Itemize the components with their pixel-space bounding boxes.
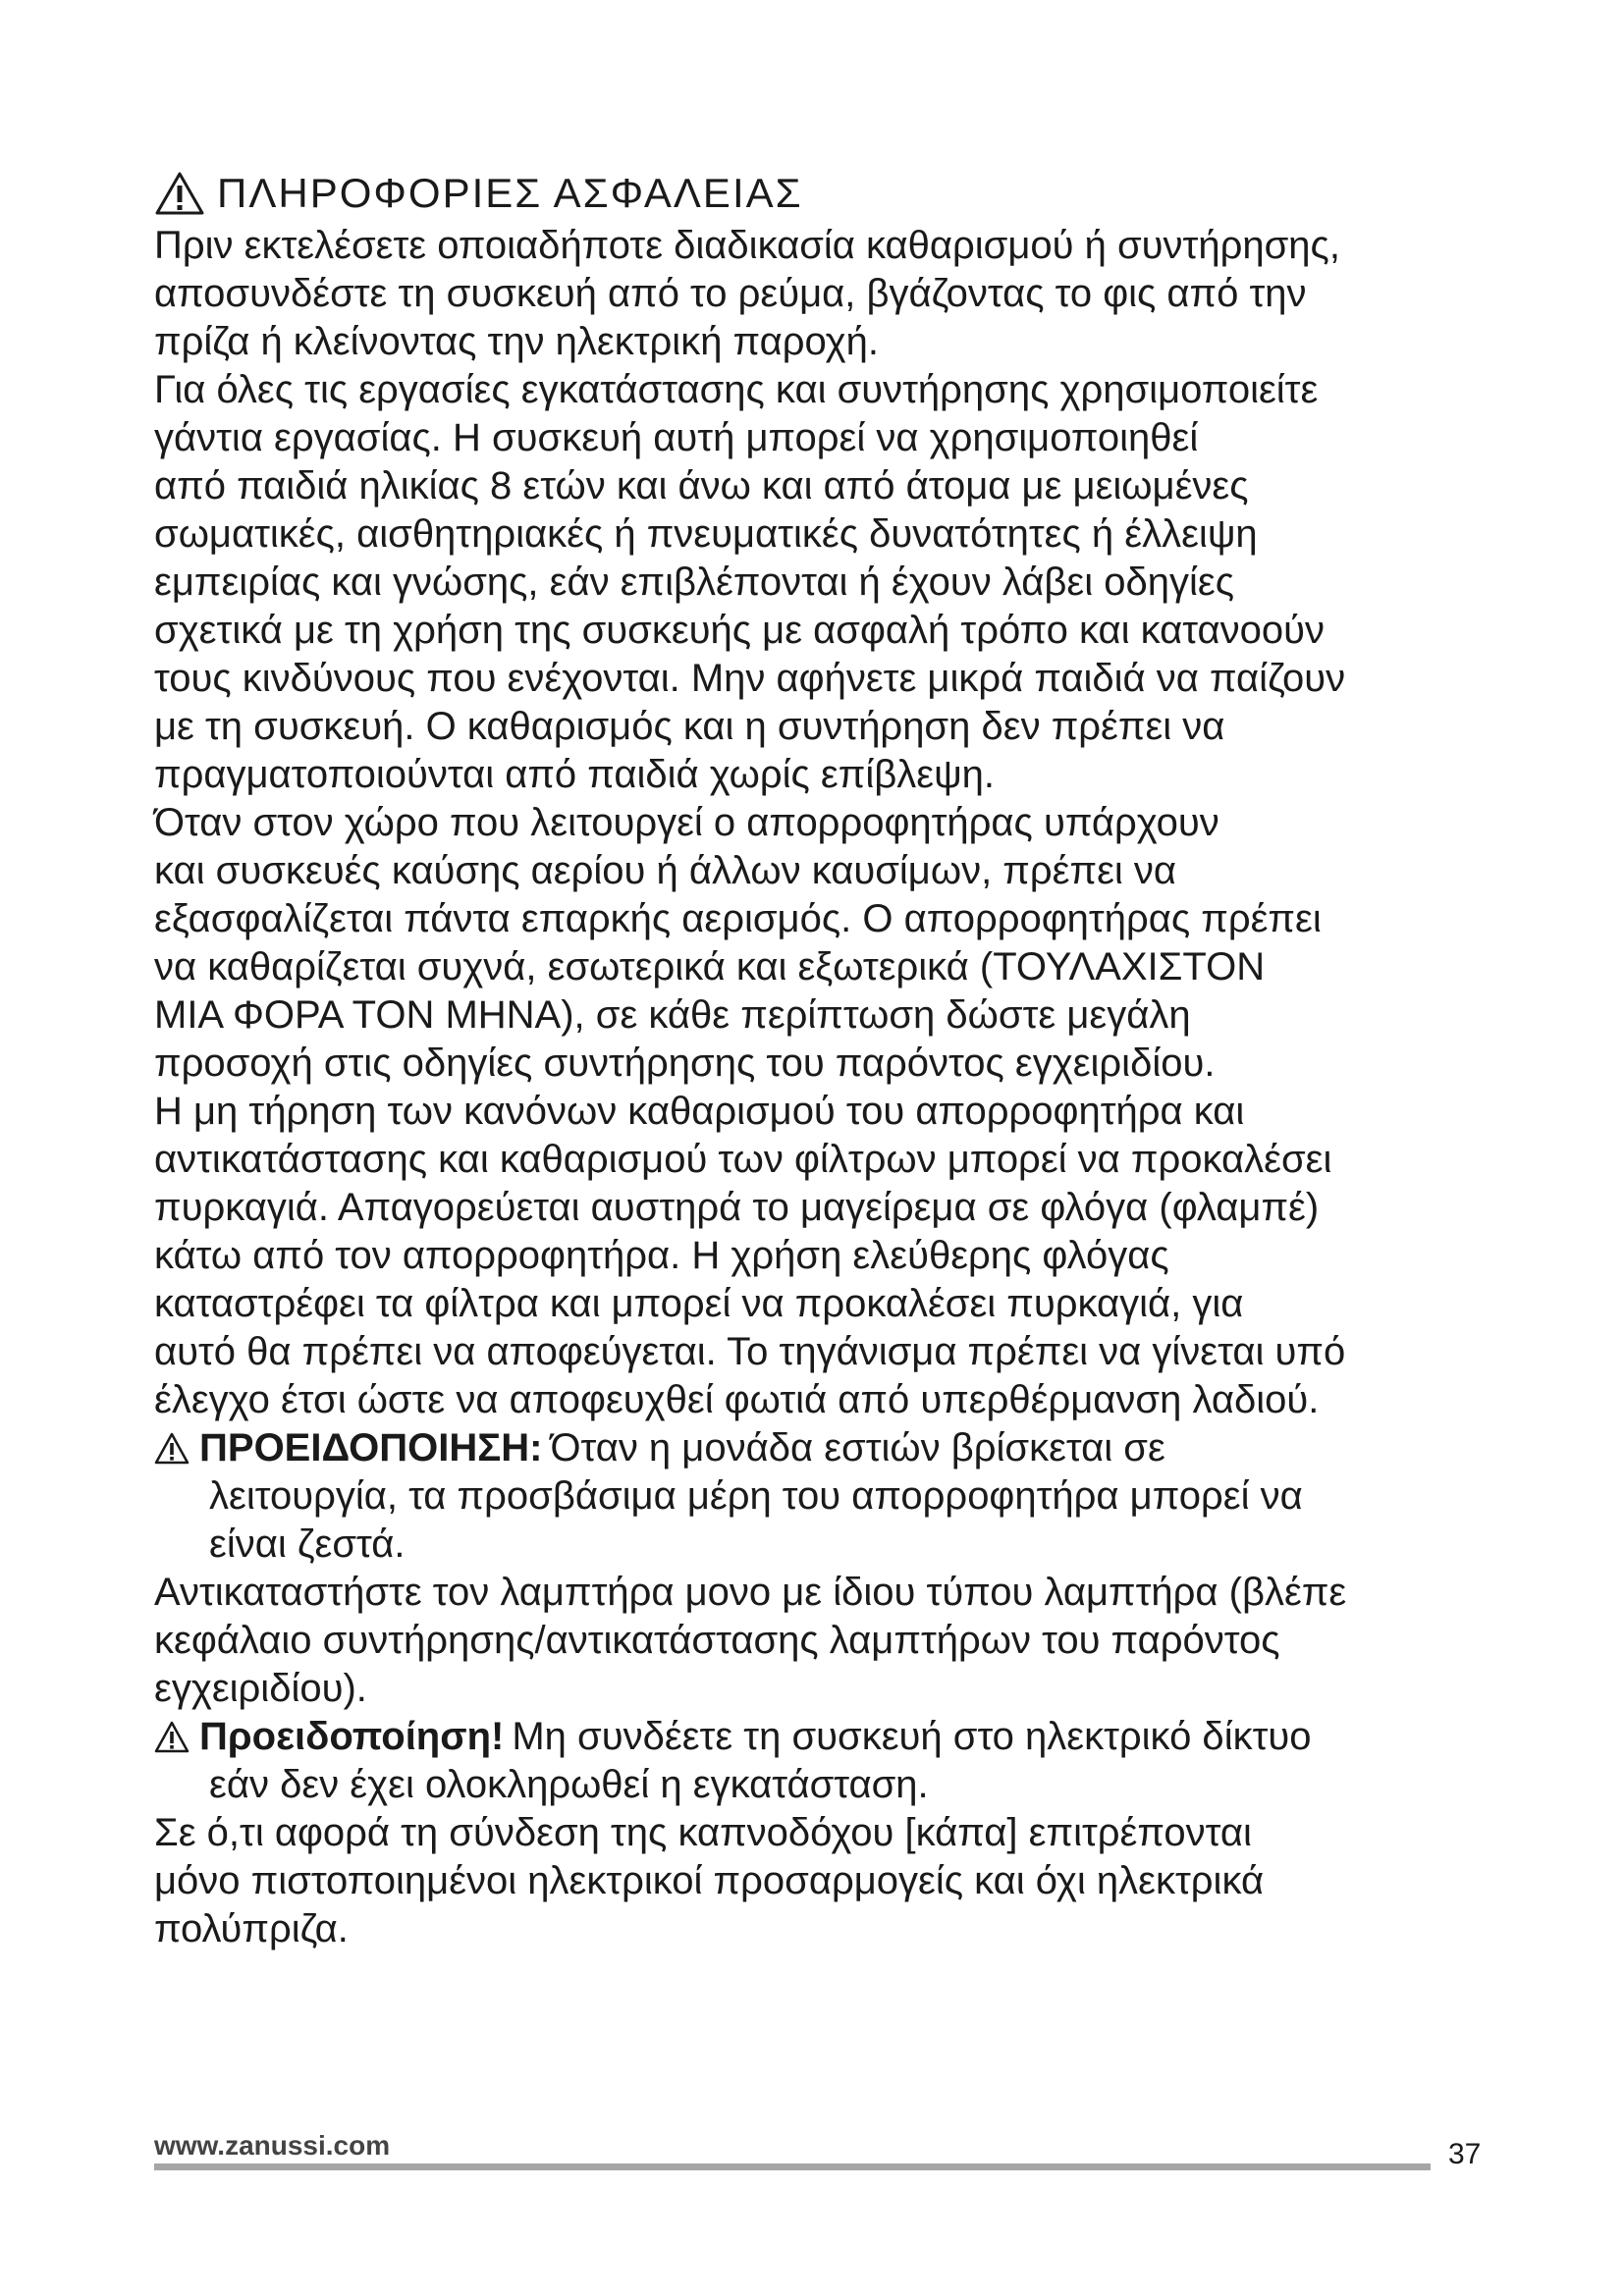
paragraph-fire-risk: [154, 1088, 1489, 1424]
warning-label: ΠΡΟΕΙΔΟΠΟΙΗΣΗ:: [199, 1426, 543, 1469]
text-line: να καθαρίζεται συχνά, εσωτερικά και εξωτερικά (ΤΟΥΛΑΧΙΣΤΟΝ: [154, 945, 1266, 988]
text-line: τους κινδύνους που ενέχονται. Μην αφήνετε μικρά παιδιά να παίζουν: [154, 657, 1346, 700]
text-line: μόνο πιστοποιημένοι ηλεκτρικοί προσαρμογείς και όχι ηλεκτρικά: [154, 1859, 1265, 1902]
text-line: πραγματοποιούνται από παιδιά χωρίς επίβλεψη.: [154, 753, 995, 796]
text-line: σχετικά με τη χρήση της συσκευής με ασφαλή τρόπο και κατανοούν: [154, 609, 1326, 652]
text-line: Πριν εκτελέσετε οποιαδήποτε διαδικασία καθαρισμού ή συντήρησης,: [154, 224, 1340, 267]
warning-triangle-icon: [154, 1432, 189, 1465]
text-line: σωματικές, αισθητηριακές ή πνευματικές δυνατότητες ή έλλειψη: [154, 512, 1258, 556]
warning-first-line: [154, 1424, 1489, 1472]
text-line: εξασφαλίζεται πάντα επαρκής αερισμός. Ο απορροφητήρας πρέπει: [154, 897, 1322, 940]
text-line: εμπειρίας και γνώσης, εάν επιβλέπονται ή έχουν λάβει οδηγίες: [154, 561, 1234, 604]
section-heading: [154, 167, 1489, 220]
page-body: [154, 167, 1489, 1953]
text-line: Για όλες τις εργασίες εγκατάστασης και συντήρησης χρησιμοποιείτε: [154, 368, 1319, 411]
text-line: έλεγχο έτσι ώστε να αποφευχθεί φωτιά από υπερθέρμανση λαδιού.: [154, 1378, 1320, 1421]
text-line: κάτω από τον απορροφητήρα. Η χρήση ελεύθερης φλόγας: [154, 1234, 1169, 1277]
text-line: αυτό θα πρέπει να αποφεύγεται. Το τηγάνισμα πρέπει να γίνεται υπό: [154, 1330, 1346, 1373]
text-line: κεφάλαιο συντήρησης/αντικατάστασης λαμπτήρων του παρόντος: [154, 1619, 1280, 1662]
warning-text: Μη συνδέετε τη συσκευή στο ηλεκτρικό δίκτυο: [512, 1715, 1312, 1758]
text-line: Όταν στον χώρο που λειτουργεί ο απορροφητήρας υπάρχουν: [154, 801, 1219, 844]
text-line: πυρκαγιά. Απαγορεύεται αυστηρά το μαγείρεμα σε φλόγα (φλαμπέ): [154, 1186, 1320, 1229]
text-line: λειτουργία, τα προσβάσιμα μέρη του απορροφητήρα μπορεί να: [209, 1474, 1303, 1518]
text-line: Η μη τήρηση των κανόνων καθαρισμού του απορροφητήρα και: [154, 1090, 1245, 1133]
page-footer: [154, 2130, 1431, 2170]
text-line: προσοχή στις οδηγίες συντήρησης του παρόντος εγχειριδίου.: [154, 1041, 1216, 1085]
warning-triangle-icon: [154, 1721, 189, 1753]
paragraph-gloves-children: [154, 366, 1489, 799]
paragraph-lamp: [154, 1569, 1489, 1713]
warning-installation: [154, 1713, 1489, 1809]
paragraph-ventilation: [154, 799, 1489, 1088]
text-line: καταστρέφει τα φίλτρα και μπορεί να προκαλέσει πυρκαγιά, για: [154, 1282, 1244, 1325]
text-line: είναι ζεστά.: [209, 1522, 406, 1566]
text-line: από παιδιά ηλικίας 8 ετών και άνω και από άτομα με μειωμένες: [154, 464, 1249, 507]
text-line: Αντικαταστήστε τον λαμπτήρα μονο με ίδιου τύπου λαμπτήρα (βλέπε: [154, 1571, 1347, 1614]
text-line: Σε ό,τι αφορά τη σύνδεση της καπνοδόχου [κάπα] επιτρέπονται: [154, 1811, 1252, 1854]
text-line: αντικατάστασης και καθαρισμού των φίλτρων μπορεί να προκαλέσει: [154, 1138, 1332, 1181]
warning-label: Προειδοποίηση!: [199, 1715, 505, 1758]
text-line: πρίζα ή κλείνοντας την ηλεκτρική παροχή.: [154, 320, 879, 363]
text-line: εγχειριδίου).: [154, 1667, 367, 1710]
text-line: γάντια εργασίας. Η συσκευή αυτή μπορεί να χρησιμοποιηθεί: [154, 416, 1199, 459]
paragraph-adapters: [154, 1809, 1489, 1953]
paragraph-disconnect: [154, 222, 1489, 366]
warning-triangle-icon: [154, 171, 205, 216]
text-line: πολύπριζα.: [154, 1907, 349, 1950]
text-line: και συσκευές καύσης αερίου ή άλλων καυσίμων, πρέπει να: [154, 849, 1177, 892]
warning-text: Όταν η μονάδα εστιών βρίσκεται σε: [550, 1426, 1165, 1469]
page-number: 37: [1448, 2138, 1482, 2170]
text-line: αποσυνδέστε τη συσκευή από το ρεύμα, βγάζοντας το φις από την: [154, 272, 1307, 315]
footer-url-link[interactable]: www.zanussi.com: [154, 2130, 391, 2161]
text-line: με τη συσκευή. Ο καθαρισμός και η συντήρηση δεν πρέπει να: [154, 705, 1225, 748]
warning-first-line: [154, 1713, 1489, 1761]
footer-rule: [154, 2163, 1431, 2170]
text-line: ΜΙΑ ΦΟΡΑ ΤΟΝ ΜΗΝΑ), σε κάθε περίπτωση δώστε μεγάλη: [154, 993, 1191, 1037]
warning-hot-parts: [154, 1424, 1489, 1569]
text-line: εάν δεν έχει ολοκληρωθεί η εγκατάσταση.: [209, 1763, 929, 1806]
section-title: ΠΛΗΡΟΦΟΡΙΕΣ ΑΣΦΑΛΕΙΑΣ: [217, 170, 803, 216]
